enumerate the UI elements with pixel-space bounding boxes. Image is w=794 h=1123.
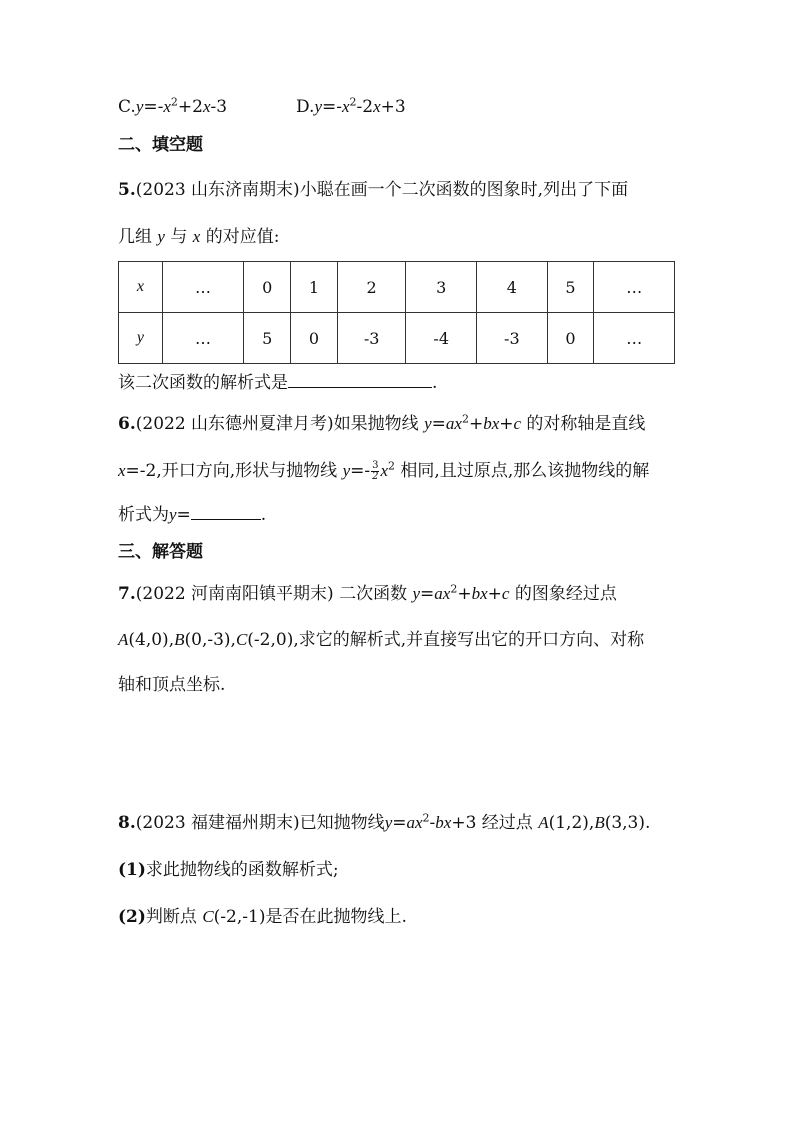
- text: =: [431, 414, 446, 434]
- answer-blank[interactable]: [191, 503, 261, 520]
- sub-question-label: (1): [118, 860, 146, 880]
- text: +3: [380, 97, 406, 117]
- question-text: 与: [164, 227, 193, 247]
- question-text: 求它的解析式,并直接写出它的开口方向、对称: [298, 630, 645, 650]
- question-text: 是否在此抛物线上.: [265, 907, 407, 927]
- var: y: [135, 97, 144, 116]
- option-label: C.: [118, 97, 136, 117]
- option-label: D.: [296, 97, 315, 117]
- question-source: (2023 福建福州期末): [135, 813, 300, 833]
- question-text: 经过点: [476, 813, 539, 833]
- var: x: [118, 461, 126, 480]
- question-number: 5.: [118, 180, 136, 200]
- q6-line-3: [118, 500, 266, 525]
- var: ax: [406, 813, 423, 832]
- q8-line-1: [118, 808, 650, 833]
- q6-line-1: [118, 409, 645, 434]
- question-text: 该二次函数的解析式是: [118, 373, 288, 393]
- table-cell: 1: [291, 262, 338, 313]
- question-text: 相同,且过原点,那么该抛物线的解: [395, 461, 650, 481]
- text: +3: [451, 813, 477, 833]
- q4-option-c: [118, 97, 227, 117]
- question-text: 的图象经过点: [509, 584, 617, 604]
- var: x: [163, 97, 171, 116]
- text: =: [392, 813, 407, 833]
- table-cell: …: [162, 313, 244, 364]
- fraction-numerator: 3: [372, 460, 379, 471]
- section-title-solve: 三、解答题: [118, 542, 203, 562]
- exponent: 2: [170, 95, 178, 109]
- point-label: B: [594, 813, 605, 832]
- text: =: [176, 505, 191, 525]
- text: +: [468, 414, 484, 434]
- point-coords: (0,-3),: [184, 630, 236, 650]
- exponent: 2: [349, 95, 357, 109]
- table-cell: …: [594, 313, 675, 364]
- table-row-x: [119, 262, 675, 313]
- question-source: (2022 河南南阳镇平期末): [135, 584, 334, 604]
- text: =-: [143, 97, 164, 117]
- table-cell: 0: [244, 262, 291, 313]
- q5-line-2: [118, 222, 279, 247]
- table-row-y: [119, 313, 675, 364]
- table-cell: …: [162, 262, 244, 313]
- table-cell: 0: [547, 313, 594, 364]
- var: y: [412, 584, 421, 603]
- exponent: 2: [422, 811, 430, 825]
- q7-line-3: 轴和顶点坐标.: [118, 675, 226, 695]
- point-coords: (1,2),: [548, 813, 595, 833]
- var: x: [192, 227, 201, 246]
- sub-question-label: (2): [118, 907, 146, 927]
- punct: .: [260, 505, 267, 525]
- table-cell: 4: [477, 262, 548, 313]
- question-number: 6.: [118, 414, 136, 434]
- table-cell: 5: [547, 262, 594, 313]
- text: -2: [356, 97, 374, 117]
- question-number: 8.: [118, 813, 136, 833]
- question-text: 的对称轴是直线: [521, 414, 646, 434]
- exponent: 2: [388, 459, 396, 473]
- q8-sub-2: [118, 902, 407, 927]
- exponent: 2: [461, 412, 469, 426]
- var: y: [384, 813, 393, 832]
- var: y: [314, 97, 322, 116]
- var: ax: [434, 584, 451, 603]
- var: y: [424, 414, 432, 433]
- q7-line-2: [118, 625, 644, 650]
- question-text: 判断点: [145, 907, 203, 927]
- question-text: 的对应值:: [200, 227, 280, 247]
- fraction: [371, 461, 379, 482]
- question-text: 二次函数: [333, 584, 413, 604]
- var: x: [380, 461, 389, 480]
- question-number: 7.: [118, 584, 136, 604]
- q5-answer-line: [118, 368, 437, 393]
- point-coords: (3,3).: [604, 813, 651, 833]
- question-source: (2022 山东德州夏津月考): [135, 414, 334, 434]
- var: x: [341, 97, 350, 116]
- point-label: A: [118, 630, 129, 649]
- q7-line-1: [118, 579, 617, 604]
- answer-blank[interactable]: [288, 371, 432, 388]
- text: -: [429, 813, 436, 833]
- table-head-y: y: [119, 313, 163, 364]
- question-text: 求此抛物线的函数解析式;: [145, 860, 339, 880]
- question-text: 小聪在画一个二次函数的图象时,列出了下面: [299, 180, 629, 200]
- var: c: [513, 414, 522, 433]
- var: bx: [483, 414, 500, 433]
- fraction-denominator: 2: [372, 471, 379, 482]
- question-text: 几组: [118, 227, 158, 247]
- question-text: 如果抛物线: [333, 414, 425, 434]
- table-cell: -4: [406, 313, 477, 364]
- question-text: 已知抛物线: [299, 813, 385, 833]
- text: +2: [177, 97, 203, 117]
- text: =-: [350, 461, 371, 481]
- q5-value-table: [118, 261, 675, 364]
- point-coords: (-2,0),: [247, 630, 299, 650]
- table-cell: -3: [477, 313, 548, 364]
- point-label: B: [174, 630, 185, 649]
- question-text: =-2,开口方向,形状与抛物线: [125, 461, 343, 481]
- var: bx: [435, 813, 452, 832]
- q6-line-2: [118, 456, 649, 482]
- var: bx: [471, 584, 488, 603]
- question-source: (2023 山东济南期末): [135, 180, 300, 200]
- table-cell: 3: [406, 262, 477, 313]
- text: +: [487, 584, 502, 604]
- var: y: [157, 227, 165, 246]
- text: +: [499, 414, 514, 434]
- text: =-: [321, 97, 342, 117]
- text: =: [420, 584, 435, 604]
- q4-option-d: [296, 97, 406, 117]
- table-cell: …: [594, 262, 675, 313]
- var: y: [169, 505, 177, 524]
- table-cell: 0: [291, 313, 338, 364]
- var: y: [342, 461, 351, 480]
- text: -3: [210, 97, 228, 117]
- var: x: [373, 97, 381, 116]
- point-label: C: [235, 630, 248, 649]
- q8-sub-1: [118, 855, 339, 880]
- table-cell: 2: [337, 262, 406, 313]
- var: x: [202, 97, 211, 116]
- point-coords: (-2,-1): [213, 907, 266, 927]
- text: +: [457, 584, 472, 604]
- point-coords: (4,0),: [128, 630, 175, 650]
- table-head-x: x: [119, 262, 163, 313]
- question-text: 析式为: [118, 505, 169, 525]
- point-label: A: [538, 813, 549, 832]
- table-cell: 5: [244, 313, 291, 364]
- point-label: C: [202, 907, 214, 926]
- var: ax: [445, 414, 462, 433]
- q5-line-1: [118, 175, 628, 200]
- exponent: 2: [450, 582, 458, 596]
- var: c: [501, 584, 510, 603]
- section-title-fill-in: 二、填空题: [118, 135, 203, 155]
- punct: .: [432, 373, 438, 393]
- table-cell: -3: [337, 313, 406, 364]
